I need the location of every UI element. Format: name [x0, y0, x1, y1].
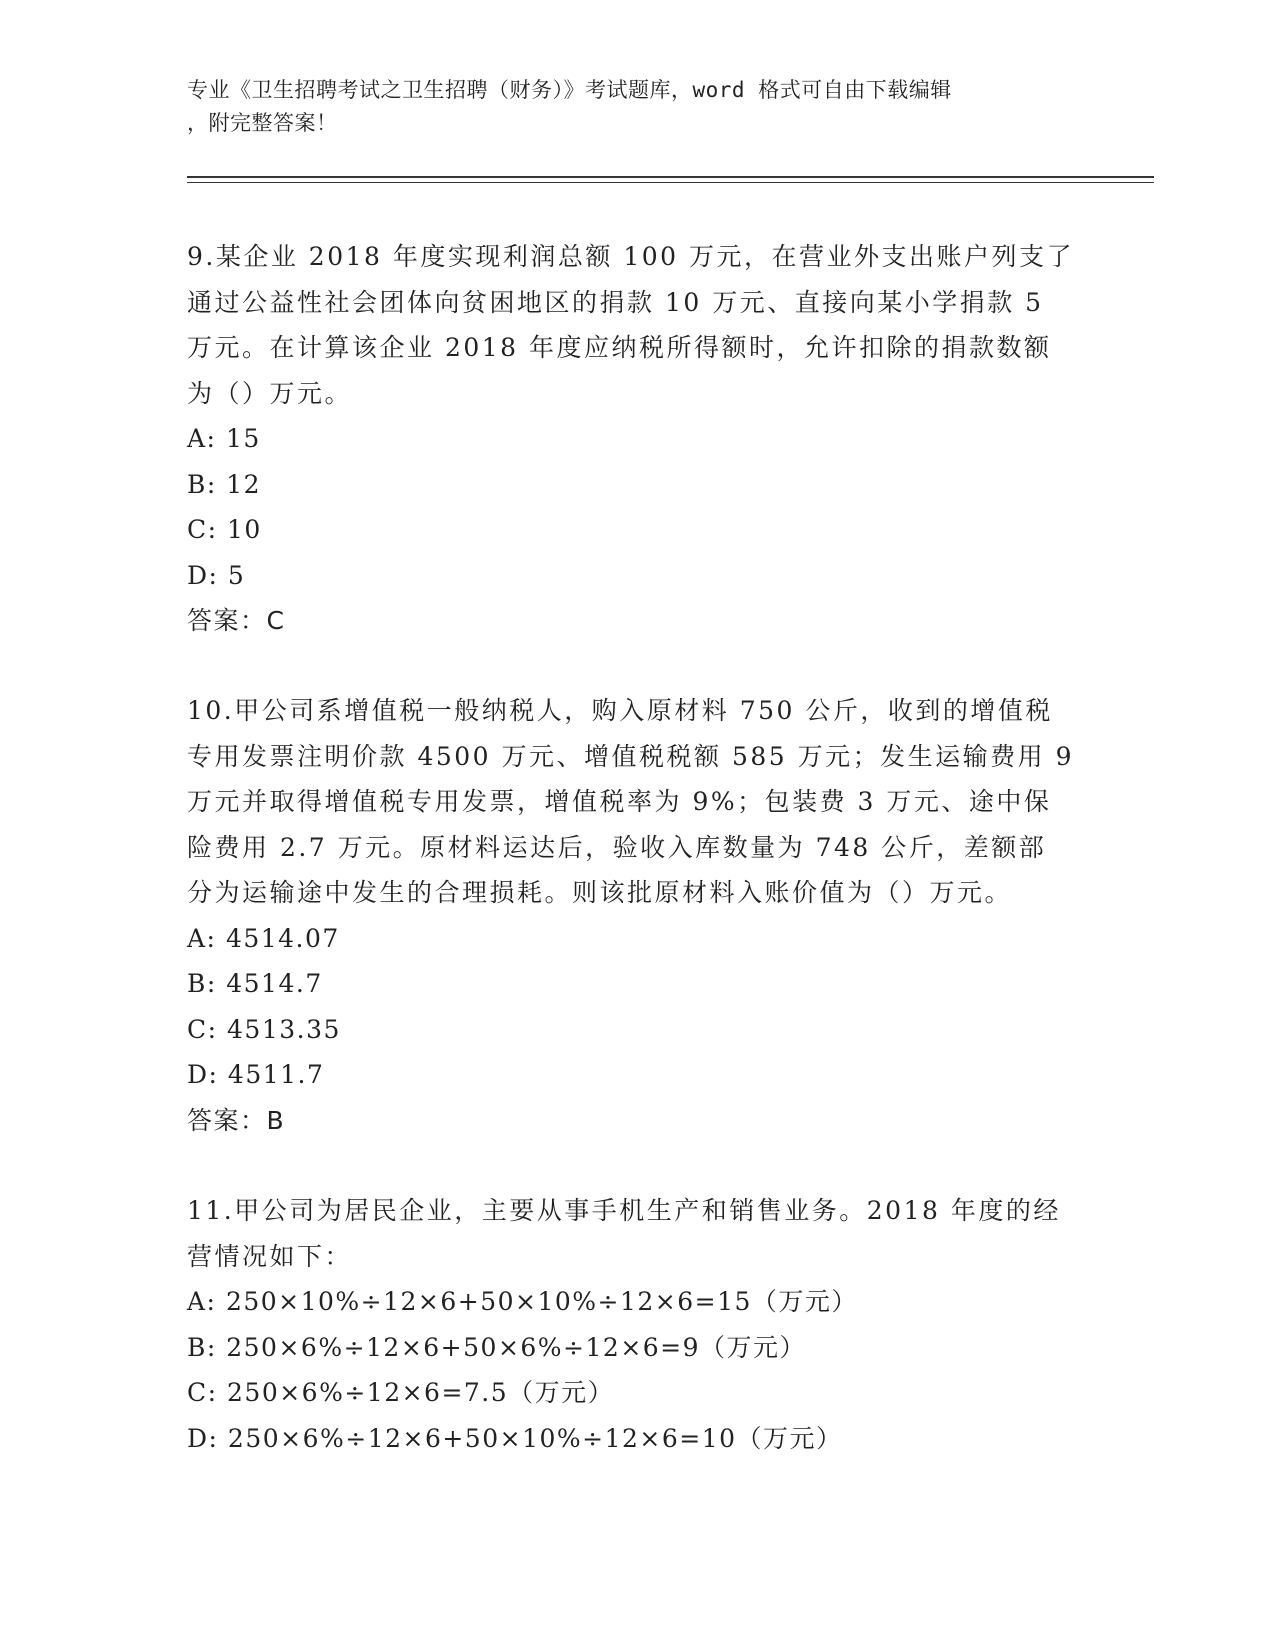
option-d: [187, 1052, 1087, 1098]
option-text: 4513.35: [227, 1014, 341, 1044]
option-letter: B:: [187, 1332, 217, 1362]
answer-line: 答案：C: [187, 606, 286, 635]
option-text: 5: [227, 560, 246, 590]
option-b: [187, 961, 1087, 1007]
header-divider-thick: [187, 176, 1154, 178]
stem-line: 通过公益性社会团体向贫困地区的捐款 10 万元、直接向某小学捐款 5: [187, 287, 1044, 317]
option-letter: D:: [187, 560, 219, 590]
option-text: 4514.7: [226, 969, 323, 998]
answer-line: 答案：B: [187, 1105, 286, 1135]
option-text: 250×6%÷12×6+50×6%÷12×6=9（万元）: [226, 1332, 807, 1362]
question-stem: [187, 1188, 1087, 1279]
option-text: 4514.07: [225, 923, 340, 953]
option-a: [187, 1279, 1087, 1325]
option-d: [187, 1416, 1087, 1462]
document-header: [187, 74, 1067, 140]
stem-line: 分为运输途中发生的合理损耗。则该批原材料入账价值为（）万元。: [187, 878, 1013, 907]
stem-line: 为（）万元。: [187, 378, 353, 408]
option-a: [187, 416, 1087, 462]
question-stem: [187, 234, 1087, 416]
option-a: [187, 916, 1087, 962]
stem-line: 11.甲公司为居民企业，主要从事手机生产和销售业务。2018 年度的经: [187, 1196, 1061, 1225]
header-line-1: 专业《卫生招聘考试之卫生招聘（财务）》考试题库，word 格式可自由下载编辑: [187, 78, 952, 102]
question-11: [187, 1188, 1087, 1461]
option-text: 12: [226, 469, 262, 499]
option-c: [187, 507, 1087, 553]
header-divider-thin: [187, 182, 1154, 183]
option-c: [187, 1370, 1087, 1416]
stem-line: 9.某企业 2018 年度实现利润总额 100 万元，在营业外支出账户列支了: [187, 242, 1074, 271]
option-text: 15: [225, 424, 261, 453]
stem-line: 万元。在计算该企业 2018 年度应纳税所得额时，允许扣除的捐款数额: [187, 333, 1052, 362]
option-letter: C:: [187, 515, 218, 544]
stem-line: 万元并取得增值税专用发票，增值税率为 9%；包装费 3 万元、途中保: [187, 787, 1052, 816]
stem-line: 险费用 2.7 万元。原材料运达后，验收入库数量为 748 公斤，差额部: [187, 832, 1047, 862]
option-letter: C:: [187, 1014, 218, 1044]
option-letter: A:: [187, 923, 217, 953]
option-text: 4511.7: [227, 1060, 325, 1089]
option-letter: D:: [187, 1423, 219, 1453]
option-b: [187, 462, 1087, 508]
question-9: [187, 234, 1087, 644]
header-line-2: ，附完整答案！: [187, 111, 338, 135]
option-b: [187, 1325, 1087, 1371]
question-10: [187, 688, 1087, 1143]
option-letter: A:: [187, 424, 217, 453]
stem-line: 10.甲公司系增值税一般纳税人，购入原材料 750 公斤，收到的增值税: [187, 696, 1053, 725]
option-text: 250×6%÷12×6+50×10%÷12×6=10（万元）: [227, 1423, 843, 1453]
option-d: [187, 553, 1087, 599]
stem-line: 营情况如下：: [187, 1241, 353, 1271]
option-text: 10: [227, 515, 262, 544]
option-letter: B:: [187, 969, 217, 998]
option-letter: D:: [187, 1060, 219, 1089]
option-letter: C:: [187, 1378, 218, 1407]
question-stem: [187, 688, 1087, 916]
option-letter: B:: [187, 469, 217, 499]
option-text: 250×6%÷12×6=7.5（万元）: [227, 1378, 615, 1407]
option-letter: A:: [187, 1287, 217, 1316]
option-c: [187, 1007, 1087, 1053]
option-text: 250×10%÷12×6+50×10%÷12×6=15（万元）: [225, 1287, 858, 1316]
stem-line: 专用发票注明价款 4500 万元、增值税税额 585 万元；发生运输费用 9: [187, 741, 1074, 771]
